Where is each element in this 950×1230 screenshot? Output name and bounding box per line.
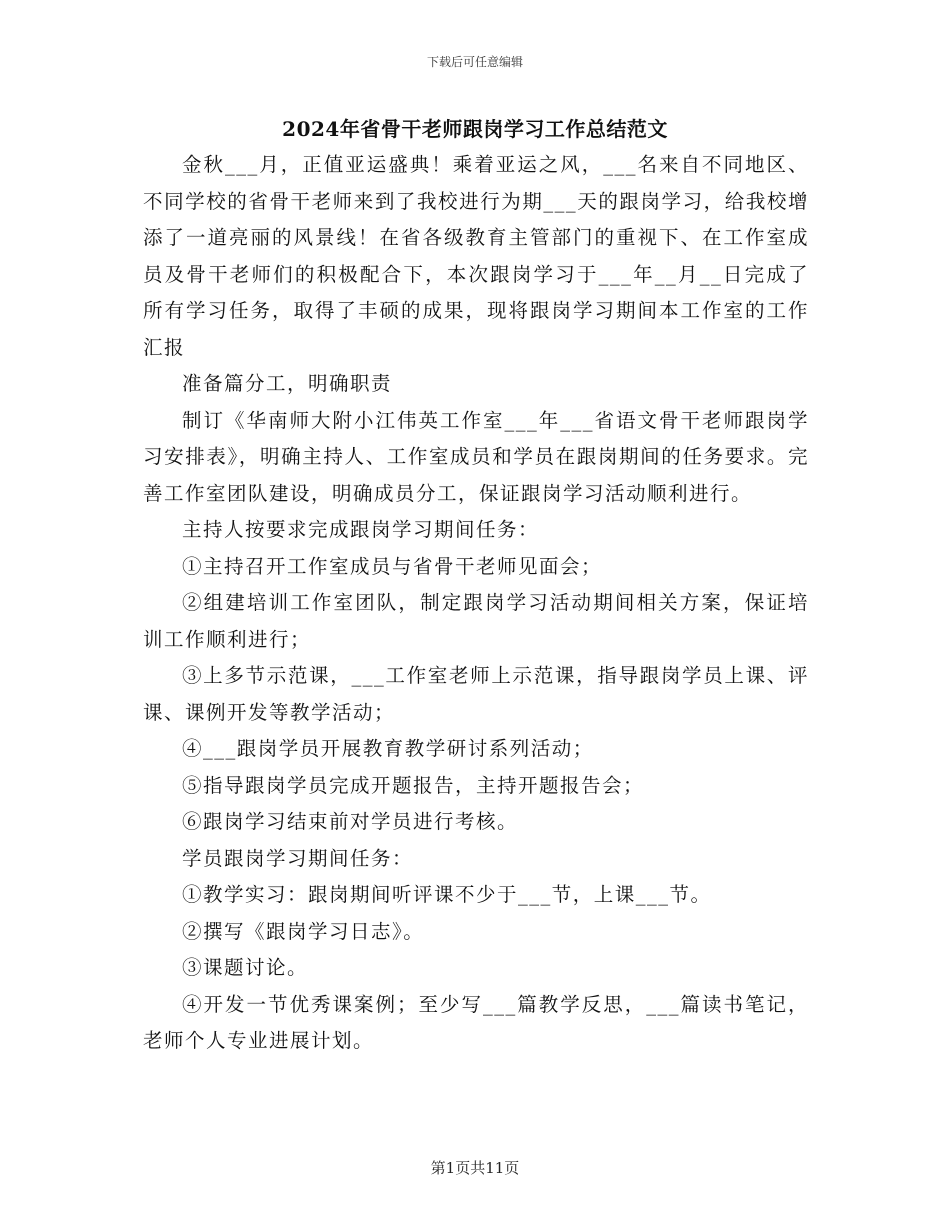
list-item: ②撰写《跟岗学习日志》。 (182, 919, 425, 943)
list-item: ①教学实习：跟岗期间听评课不少于___节，上课___节。 (182, 883, 712, 906)
list-item: ②组建培训工作室团队，制定跟岗学习活动期间相关方案，保证培训工作顺利进行； (143, 591, 809, 651)
paragraph-schedule: 制订《华南师大附小江伟英工作室___年___省语文骨干老师跟岗学习安排表》，明确主持人、工作室成员和学员在跟岗期间的任务要求。完善工作室团队建设，明确成员分工，保证跟岗学习活动顺利进行。 (143, 408, 809, 505)
paragraph-intro: 金秋___月，正值亚运盛典！乘着亚运之风，___名来自不同地区、不同学校的省骨干老师来到了我校进行为期___天的跟岗学习，给我校增添了一道亮丽的风景线！在省各级教育主管部门的重视下、在工作室成员及骨干老师们的积极配合下，本次跟岗学习于___年__月__日完成了所有学习任务，取得了丰硕的成果，现将跟岗学习期间本工作室的工作汇报 (143, 153, 809, 359)
paragraph-section-heading: 准备篇分工，明确职责 (182, 372, 393, 395)
list-item: ⑥跟岗学习结束前对学员进行考核。 (182, 810, 519, 833)
list-item: ③课题讨论。 (182, 956, 309, 979)
document-title: 2024年省骨干老师跟岗学习工作总结范文 (282, 117, 668, 141)
document-body (143, 147, 809, 1060)
list-item: ①主持召开工作室成员与省骨干老师见面会； (182, 554, 603, 578)
page-header: 下载后可任意编辑 (426, 55, 523, 69)
paragraph-host-tasks-heading: 主持人按要求完成跟岗学习期间任务： (182, 518, 540, 541)
list-item: ③上多节示范课，___工作室老师上示范课，指导跟岗学员上课、评课、课例开发等教学活动； (143, 664, 809, 724)
list-item: ④___跟岗学员开展教育教学研讨系列活动； (182, 737, 594, 760)
list-item: ⑤指导跟岗学员完成开题报告，主持开题报告会； (182, 773, 645, 797)
paragraph-trainee-tasks-heading: 学员跟岗学习期间任务： (182, 846, 414, 870)
page-number: 第1页共11页 (430, 1159, 520, 1177)
list-item: ④开发一节优秀课案例；至少写___篇教学反思，___篇读书笔记，老师个人专业进展计划。 (143, 992, 809, 1052)
